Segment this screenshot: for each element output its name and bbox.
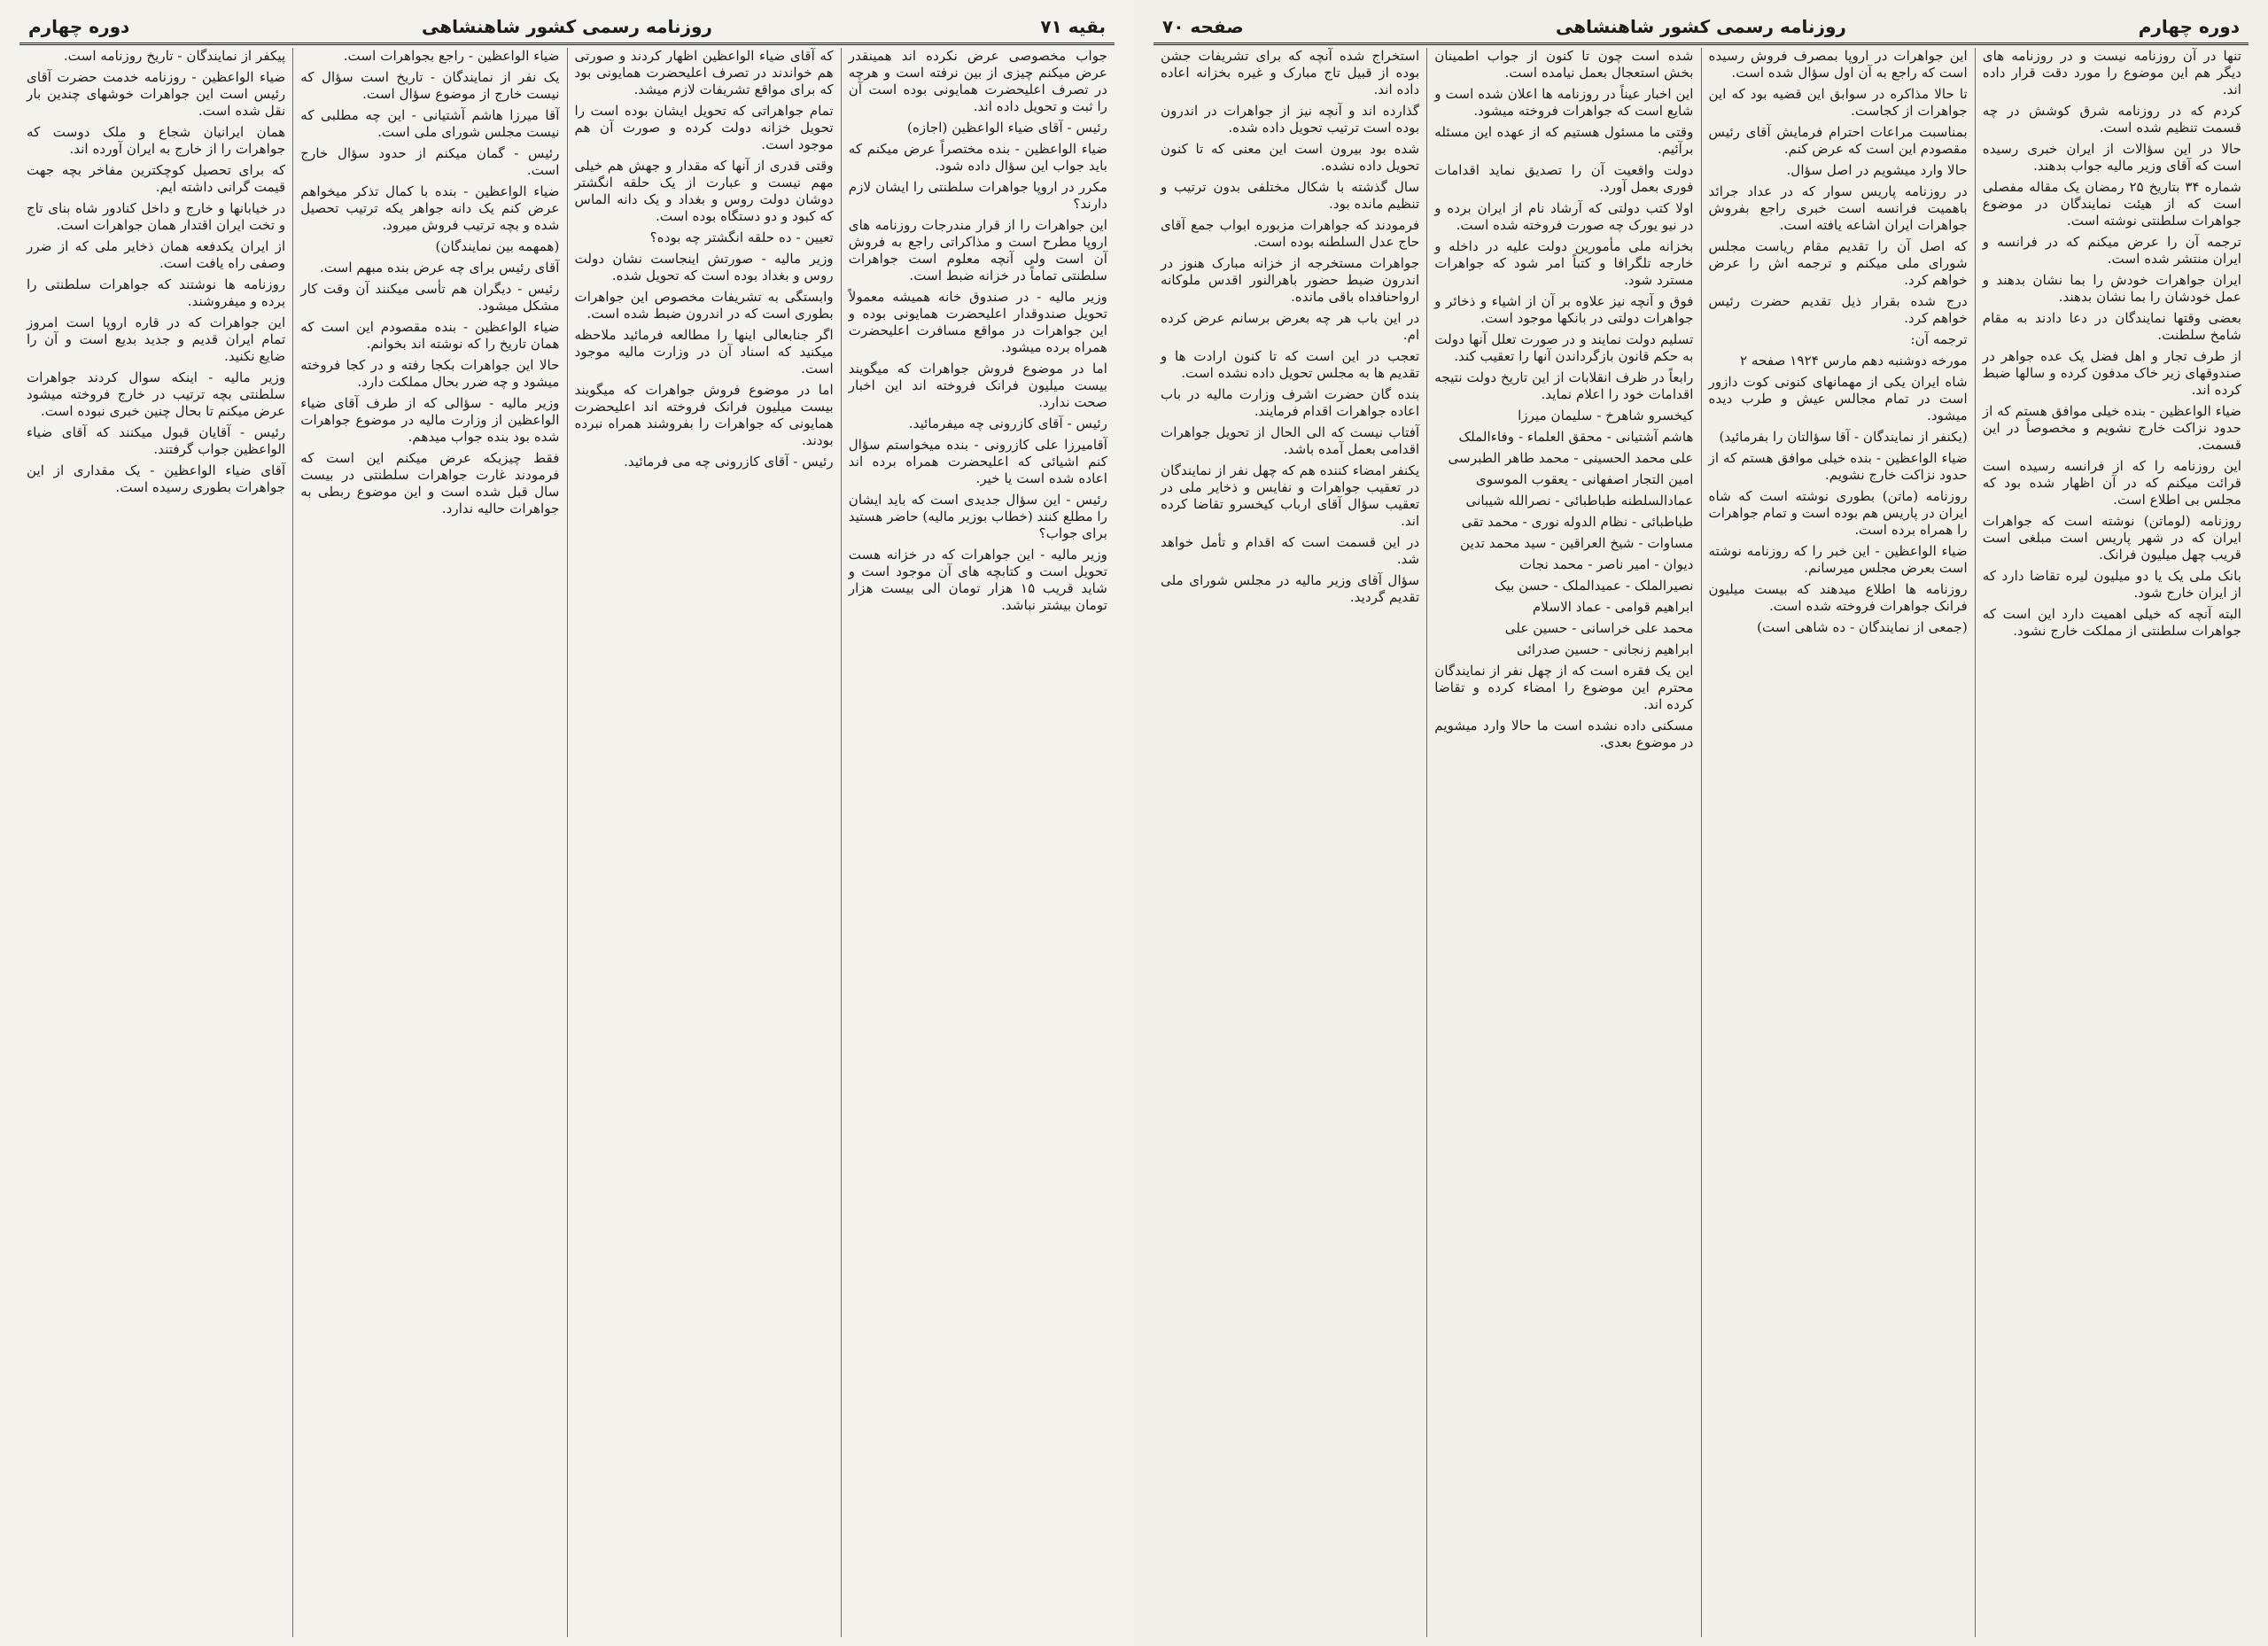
paragraph: ضیاء الواعظین - بنده با کمال تذکر میخواهم عرض کنم یک دانه جواهر یکه ترتیب تحصیل شده و بچه ترتیب فروش میرود. bbox=[300, 183, 560, 233]
right-page-column-3 bbox=[1426, 48, 1700, 1637]
paragraph: ترجمه آن: bbox=[1910, 331, 1968, 347]
paragraph: اما در موضوع فروش جواهرات که میگویند بیست میلیون فرانک فروخته اند این اخبار صحت ندارد. bbox=[848, 361, 1107, 410]
paragraph: که اصل آن را تقدیم مقام ریاست مجلس شورای ملی میکنم و ترجمه اش را عرض خواهم کرد. bbox=[1708, 238, 1968, 288]
paragraph: دیوان - امیر ناصر - محمد نجات bbox=[1518, 556, 1694, 572]
paragraph: ضیاء الواعظین - راجع بجواهرات است. bbox=[343, 48, 560, 64]
paragraph: آقامیرزا علی کازرونی - بنده میخواستم سؤال کنم اشیائی که اعلیحضرت همراه برده اند اعاده شده است یا خیر. bbox=[848, 437, 1107, 486]
right-page-number: صفحه ۷۰ bbox=[1162, 16, 1244, 37]
paragraph: نصیرالملک - عمیدالملک - حسن بیک bbox=[1494, 578, 1694, 594]
paragraph: (جمعی از نمایندگان - ده شاهی است) bbox=[1757, 619, 1968, 635]
paragraph: ابراهیم قوامی - عماد الاسلام bbox=[1532, 599, 1694, 615]
paragraph: ضیاء الواعظین - روزنامه خدمت حضرت آقای رئیس است این جواهرات خوشهای چندین بار نقل شده است. bbox=[27, 69, 286, 119]
paragraph: در خیابانها و خارج و داخل کنادور شاه بنای تاج و تخت ایران اقتدار همان جواهرات است. bbox=[27, 200, 286, 233]
paragraph: اولا کتب دولتی که آرشاد نام از ایران برده و در نیو یورک چه صورت فروخته شده است. bbox=[1434, 200, 1694, 233]
paragraph: رئیس - دیگران هم تأسی میکنند آن وقت کار مشکل میشود. bbox=[300, 281, 560, 314]
paragraph: حالا وارد میشویم در اصل سؤال. bbox=[1786, 162, 1968, 178]
paragraph: این جواهرات را از قرار مندرجات روزنامه های اروپا مطرح است و مذاکراتی راجع به فروش آن است ولی آنچه معلوم است جواهرات سلطنتی تماماً در خزانه ضبط است. bbox=[848, 217, 1107, 283]
paragraph: علی محمد الحسینی - محمد طاهر الطبرسی bbox=[1448, 450, 1694, 466]
paragraph: آقا میرزا هاشم آشتیانی - این چه مطلبی که نیست مجلس شورای ملی است. bbox=[300, 107, 560, 140]
paragraph: آفتاب نیست که الی الحال از تحویل جواهرات اقدامی بعمل آمده باشد. bbox=[1161, 424, 1420, 457]
left-page-columns bbox=[19, 48, 1115, 1637]
left-page-series: دوره چهارم bbox=[28, 16, 130, 37]
paragraph: البته آنچه که خیلی اهمیت دارد این است که جواهرات سلطنتی از مملکت خارج نشود. bbox=[1982, 606, 2241, 639]
paragraph: این جواهرات در اروپا بمصرف فروش رسیده است که راجع به آن اول سؤال شده است. bbox=[1708, 48, 1968, 81]
paragraph: شده بود بیرون است این معنی که تا کنون تحویل داده نشده. bbox=[1161, 141, 1420, 174]
right-page bbox=[1134, 0, 2268, 1646]
paragraph: تعجب در این است که تا کنون ارادت ها و تقدیم ها به مجلس تحویل داده نشده است. bbox=[1161, 348, 1420, 381]
paragraph: روزنامه (ماتن) بطوری نوشته است که شاه ایران در پاریس هم بوده است و تمام جواهرات را همراه برده است. bbox=[1708, 488, 1968, 538]
paragraph: که برای تحصیل کوچکترین مفاخر بچه جهت قیمت گرانی داشته ایم. bbox=[27, 162, 286, 195]
paragraph: ایران جواهرات خودش را بما نشان بدهند و عمل خودشان را بما نشان بدهند. bbox=[1982, 272, 2241, 305]
paragraph: شاه ایران یکی از مهمانهای کنونی کوت دازور است در تمام مجالس عیش و طرب دیده میشود. bbox=[1708, 374, 1968, 423]
left-page-number: بقیه ۷۱ bbox=[1040, 16, 1106, 37]
paragraph: جواب مخصوصی عرض نکرده اند همینقدر عرض میکنم چیزی از بین نرفته است و هرچه در تصرف اعلیحضرت همایونی بوده است آن را ثبت و تحویل داده اند. bbox=[848, 48, 1107, 114]
paragraph: مساوات - شیخ العراقین - سید محمد تدین bbox=[1460, 535, 1694, 551]
paragraph: سؤال آقای وزیر مالیه در مجلس شورای ملی تقدیم گردید. bbox=[1161, 572, 1420, 605]
paragraph: امین التجار اصفهانی - یعقوب الموسوی bbox=[1475, 471, 1694, 487]
paragraph: مکرر در اروپا جواهرات سلطنتی را ایشان لازم دارند؟ bbox=[848, 179, 1107, 212]
paragraph: هاشم آشتیانی - محقق العلماء - وفاءالملک bbox=[1458, 429, 1694, 445]
left-page-header bbox=[19, 12, 1115, 45]
paragraph: پیکفر از نمایندگان - تاریخ روزنامه است. bbox=[63, 48, 286, 64]
paragraph: وزیر مالیه - اینکه سوال کردند جواهرات سلطنتی بچه ترتیب در خارج فروخته میشود عرض میکنم تا بحال چنین خبری نبوده است. bbox=[27, 369, 286, 419]
paragraph: (همهمه بین نمایندگان) bbox=[435, 238, 560, 254]
paragraph: شماره ۳۴ بتاریخ ۲۵ رمضان یک مقاله مفصلی است که از هیئت نمایندگان در موضوع جواهرات سلطنتی نوشته است. bbox=[1982, 179, 2241, 229]
right-page-header bbox=[1153, 12, 2249, 45]
paragraph: تسلیم دولت نمایند و در صورت تعلل آنها دولت به حکم قانون بازگرداندن آنها را تعقیب کند. bbox=[1434, 331, 1694, 364]
paragraph: فرمودند که جواهرات مزبوره ابواب جمع آقای حاج عدل السلطنه بوده است. bbox=[1161, 217, 1420, 250]
paragraph: ضیاء الواعظین - بنده خیلی موافق هستم که از حدود نزاکت خارج نشویم. bbox=[1708, 450, 1968, 483]
paragraph: بعضی وقتها نمایندگان در دعا دادند به مقام شامخ سلطنت. bbox=[1982, 310, 2241, 343]
paragraph: مورخه دوشنبه دهم مارس ۱۹۲۴ صفحه ۲ bbox=[1739, 353, 1968, 369]
paragraph: رئیس - گمان میکنم از حدود سؤال خارج است. bbox=[300, 145, 560, 178]
left-page-column-1 bbox=[841, 48, 1115, 1637]
paragraph: اگر جنابعالی اینها را مطالعه فرمائید ملاحظه میکنید که اسناد آن در وزارت مالیه موجود است. bbox=[574, 327, 834, 377]
paragraph: رابعاً در ظرف انقلابات از این تاریخ دولت نتیجه اقدامات خود را اعلام نماید. bbox=[1434, 369, 1694, 402]
right-page-column-1 bbox=[1975, 48, 2249, 1637]
paragraph: محمد علی خراسانی - حسین علی bbox=[1504, 620, 1694, 636]
paragraph: در این قسمت است که اقدام و تأمل خواهد شد. bbox=[1161, 534, 1420, 567]
paragraph: طباطبائی - نظام الدوله نوری - محمد تقی bbox=[1461, 514, 1694, 530]
paragraph: استخراج شده آنچه که برای تشریفات جشن بوده از قبیل تاج مبارک و غیره بخزانه اعاده داده اند. bbox=[1161, 48, 1420, 97]
right-page-columns bbox=[1153, 48, 2249, 1637]
paragraph: وزیر مالیه - سؤالی که از طرف آقای ضیاء الواعظین از وزارت مالیه در موضوع جواهرات شده بود بنده جواب میدهم. bbox=[300, 395, 560, 445]
paragraph: این یک فقره است که از چهل نفر از نمایندگان محترم این موضوع را امضاء کرده و تقاضا کرده اند. bbox=[1434, 663, 1694, 712]
paragraph: دولت واقعیت آن را تصدیق نماید اقدامات فوری بعمل آورد. bbox=[1434, 162, 1694, 195]
paragraph: درج شده بقرار ذیل تقدیم حضرت رئیس خواهم کرد. bbox=[1708, 293, 1968, 326]
paragraph: بخزانه ملی مأمورین دولت علیه در داخله و خارجه تلگرافا و کتباً امر شود که جواهرات مسترد شود. bbox=[1434, 238, 1694, 288]
paragraph: ضیاء الواعظین - این خبر را که روزنامه نوشته است بعرض مجلس میرسانم. bbox=[1708, 543, 1968, 576]
paragraph: کیخسرو شاهرخ - سلیمان میرزا bbox=[1518, 408, 1694, 423]
paragraph: عمادالسلطنه طباطبائی - نصرالله شیبانی bbox=[1465, 493, 1694, 509]
paragraph: تعیین - ده حلقه انگشتر چه بوده؟ bbox=[649, 229, 834, 245]
paragraph: کردم که در روزنامه شرق کوشش در چه قسمت تنظیم شده است. bbox=[1982, 103, 2241, 136]
paragraph: رئیس - آقایان قبول میکنند که آقای ضیاء الواعظین جواب گرفتند. bbox=[27, 424, 286, 457]
paragraph: ضیاء الواعظین - بنده خیلی موافق هستم که از حدود نزاکت خارج نشویم و مخصوصاً در این قسمت. bbox=[1982, 403, 2241, 453]
paragraph: همان ایرانیان شجاع و ملک دوست که جواهرات را از خارج به ایران آورده اند. bbox=[27, 124, 286, 157]
paragraph: اما در موضوع فروش جواهرات که میگویند بیست میلیون فرانک فروخته اند اعلیحضرت همایونی که جواهرات را بفروشند همراه نبرده بودند. bbox=[574, 382, 834, 448]
paragraph: (یکنفر از نمایندگان - آقا سؤالتان را بفرمائید) bbox=[1719, 429, 1968, 445]
paragraph: ضیاء الواعظین - بنده مختصراً عرض میکنم که باید جواب این سؤال داده شود. bbox=[848, 141, 1107, 174]
paragraph: فوق و آنچه نیز علاوه بر آن از اشیاء و ذخائر و جواهرات دولتی در بانکها موجود است. bbox=[1434, 293, 1694, 326]
left-page-column-3 bbox=[292, 48, 566, 1637]
paragraph: وزیر مالیه - صورتش اینجاست نشان دولت روس و بغداد بوده است که تحویل شده. bbox=[574, 251, 834, 283]
paragraph: سال گذشته با شکال مختلفی بدون ترتیب و تنظیم مانده بود. bbox=[1161, 179, 1420, 212]
paragraph: این اخبار عیناً در روزنامه ها اعلان شده است و شایع است که جواهرات فروخته میشود. bbox=[1434, 86, 1694, 119]
paragraph: جواهرات مستخرجه از خزانه مبارک هنوز در اندرون ضبط حضور باهرالنور اقدس ملوکانه ارواحنافداه باقی مانده. bbox=[1161, 255, 1420, 305]
paragraph: رئیس - آقای کازرونی چه میفرمائید. bbox=[908, 415, 1107, 431]
paragraph: وزیر مالیه - در صندوق خانه همیشه معمولاً تحویل صندوقدار اعلیحضرت همایونی بوده و این جواهرات در مواقع مسافرت اعلیحضرت همراه برده میشود. bbox=[848, 289, 1107, 355]
paragraph: که آقای ضیاء الواعظین اظهار کردند و صورتی هم خواندند در تصرف اعلیحضرت همایونی بود که برای مواقع تشریفات لازم میشد. bbox=[574, 48, 834, 97]
paragraph: وابستگی به تشریفات مخصوص این جواهرات بطوری است که در اندرون ضبط شده است. bbox=[574, 289, 834, 322]
right-page-series: دوره چهارم bbox=[2138, 16, 2240, 37]
paragraph: یک نفر از نمایندگان - تاریخ است سؤال که نیست خارج از موضوع سؤال است. bbox=[300, 69, 560, 102]
right-page-column-2 bbox=[1701, 48, 1975, 1637]
paragraph: حالا این جواهرات بکجا رفته و در کجا فروخته میشود و چه ضرر بحال مملکت دارد. bbox=[300, 357, 560, 390]
paragraph: این جواهرات که در قاره اروپا است امروز تمام ایران قدیم و جدید بدیع است و آن را ضایع نکنید. bbox=[27, 314, 286, 364]
right-page-masthead: روزنامه رسمی کشور شاهنشاهی bbox=[1556, 16, 1846, 37]
paragraph: تنها در آن روزنامه نیست و در روزنامه های دیگر هم این موضوع را مورد دقت قرار داده اند. bbox=[1982, 48, 2241, 97]
paragraph: بمناسبت مراعات احترام فرمایش آقای رئیس مقصودم این است که عرض کنم. bbox=[1708, 124, 1968, 157]
paragraph: از ایران یکدفعه همان ذخایر ملی که از ضرر وصفی راه یافت است. bbox=[27, 238, 286, 271]
paragraph: گذارده اند و آنچه نیز از جواهرات در اندرون بوده است ترتیب تحویل داده شده. bbox=[1161, 103, 1420, 136]
paragraph: وقتی ما مسئول هستیم که از عهده این مسئله برآئیم. bbox=[1434, 124, 1694, 157]
paragraph: ضیاء الواعظین - بنده مقصودم این است که همان تاریخ را که نوشته اند بخوانم. bbox=[300, 319, 560, 352]
left-page-column-4 bbox=[19, 48, 292, 1637]
paragraph: شده است چون تا کنون از جواب اطمینان بخش استعجال بعمل نیامده است. bbox=[1434, 48, 1694, 81]
paragraph: رئیس - آقای ضیاء الواعظین (اجازه) bbox=[907, 120, 1107, 136]
paragraph: از طرف تجار و اهل فضل یک عده جواهر در صندوقهای زیر خاک مدفون کرده و سالها ضبط کرده اند. bbox=[1982, 348, 2241, 398]
paragraph: وزیر مالیه - این جواهرات که در خزانه هست تحویل است و کتابچه های آن موجود است و شاید قریب ۱۵ هزار تومان الی بیست هزار تومان بیشتر نباشد. bbox=[848, 547, 1107, 613]
paragraph: تمام جواهراتی که تحویل ایشان بوده است را تحویل خزانه دولت کرده و صورت آن هم موجود است. bbox=[574, 103, 834, 152]
paragraph: آقای رئیس برای چه عرض بنده مبهم است. bbox=[319, 260, 560, 276]
paragraph: رئیس - این سؤال جدیدی است که باید ایشان را مطلع کنند (خطاب بوزیر مالیه) حاضر هستید برای جواب؟ bbox=[848, 492, 1107, 541]
left-page-masthead: روزنامه رسمی کشور شاهنشاهی bbox=[422, 16, 712, 37]
paragraph: در روزنامه پاریس سوار که در عداد جرائد باهمیت فرانسه است خبری راجع بفروش جواهرات ایران اشاعه یافته است. bbox=[1708, 183, 1968, 233]
right-page-column-4 bbox=[1153, 48, 1426, 1637]
paragraph: رئیس - آقای کازرونی چه می فرمائید. bbox=[624, 454, 834, 470]
paragraph: روزنامه (لوماتن) نوشته است که جواهرات ایران که در شهر پاریس است مبلغی است قریب چهل میلیون فرانک. bbox=[1982, 513, 2241, 563]
paragraph: مسکنی داده نشده است ما حالا وارد میشویم در موضوع بعدی. bbox=[1434, 718, 1694, 750]
paragraph: حالا در این سؤالات از ایران خبری رسیده است که آقای وزیر مالیه جواب بدهند. bbox=[1982, 141, 2241, 174]
paragraph: ابراهیم زنجانی - حسین صدرائی bbox=[1517, 641, 1694, 657]
paragraph: روزنامه ها اطلاع میدهند که بیست میلیون فرانک جواهرات فروخته شده است. bbox=[1708, 581, 1968, 614]
paragraph: آقای ضیاء الواعظین - یک مقداری از این جواهرات بطوری رسیده است. bbox=[27, 462, 286, 495]
paragraph: وقتی قدری از آنها که مقدار و جهش هم خیلی مهم نیست و عبارت از یک حلقه انگشتر دوشان دولت روس و بغداد و یک دانه الماس که کبود و دو دستگاه بوده است. bbox=[574, 158, 834, 224]
paragraph: این روزنامه را که از فرانسه رسیده است قرائت میکنم که در آن اظهار شده بود که مجلس بی اطلاع است. bbox=[1982, 458, 2241, 508]
paragraph: تا حالا مذاکره در سوابق این قضیه بود که این جواهرات از کجاست. bbox=[1708, 86, 1968, 119]
paragraph: فقط چیزیکه عرض میکنم این است که فرمودند غارت جواهرات سلطنتی در بیست سال قبل شده است و این موضوع ربطی به جواهرات حالیه ندارد. bbox=[300, 450, 560, 516]
paragraph: ترجمه آن را عرض میکنم که در فرانسه و ایران منتشر شده است. bbox=[1982, 234, 2241, 267]
paragraph: بانک ملی یک یا دو میلیون لیره تقاضا دارد که از ایران خارج شود. bbox=[1982, 568, 2241, 601]
left-page-column-2 bbox=[567, 48, 841, 1637]
paragraph: در این باب هر چه بعرض برسانم عرض کرده ام. bbox=[1161, 310, 1420, 343]
paragraph: روزنامه ها نوشتند که جواهرات سلطنتی را برده و میفروشند. bbox=[27, 276, 286, 309]
paragraph: یکنفر امضاء کننده هم که چهل نفر از نمایندگان در تعقیب جواهرات و نفایس و ذخایر ملی در تعقیب سؤال آقای ارباب کیخسرو تقاضا کرده اند. bbox=[1161, 462, 1420, 529]
paragraph: بنده گان حضرت اشرف وزارت مالیه در باب اعاده جواهرات اقدام فرمایند. bbox=[1161, 386, 1420, 419]
